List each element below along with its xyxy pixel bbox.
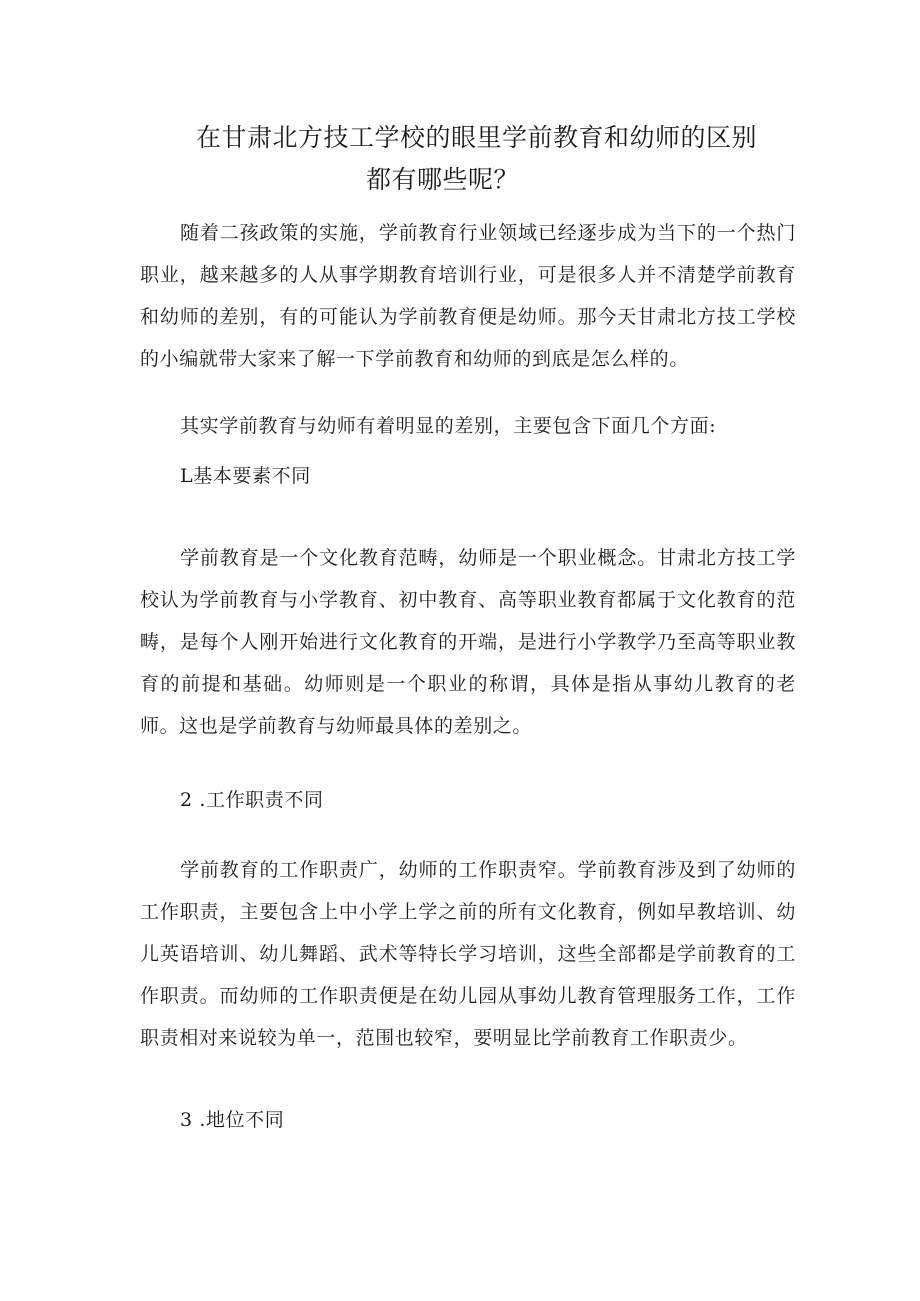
section-paragraph-basic-elements: 学前教育是一个文化教育范畴，幼师是一个职业概念。甘肃北方技工学校认为学前教育与小学教育、初中教育、高等职业教育都属于文化教育的范畴，是每个人刚开始进行文化教育的开端，是进行小学教学乃至高等职业教育的前提和基础。幼师则是一个职业的称谓，具体是指从事幼儿教育的老师。这也是学前教育与幼师最具体的差别之。 — [140, 547, 796, 737]
summary-paragraph: 其实学前教育与幼师有着明显的差别，主要包含下面几个方面: — [180, 415, 717, 437]
section-heading-status: 3 .地位不同 — [180, 1109, 285, 1131]
section-heading-job-duties: 2 .工作职责不同 — [180, 789, 324, 811]
intro-paragraph: 随着二孩政策的实施，学前教育行业领域已经逐步成为当下的一个热门职业，越来越多的人从事学期教育培训行业，可是很多人并不清楚学前教育和幼师的差别，有的可能认为学前教育便是幼师。那今天甘肃北方技工学校的小编就带大家来了解一下学前教育和幼师的到底是怎么样的。 — [140, 222, 796, 370]
document-title-line-2: 都有哪些呢？ — [366, 165, 520, 194]
section-heading-basic-elements: L基本要素不同 — [180, 465, 311, 487]
document-title-line-1: 在甘肃北方技工学校的眼里学前教育和幼师的区别 — [196, 123, 758, 152]
section-paragraph-job-duties: 学前教育的工作职责广，幼师的工作职责窄。学前教育涉及到了幼师的工作职责，主要包含上中小学上学之前的所有文化教育，例如早教培训、幼儿英语培训、幼儿舞蹈、武术等特长学习培训，这些全部都是学前教育的工作职责。而幼师的工作职责便是在幼儿园从事幼儿教育管理服务工作，工作职责相对来说较为单一，范围也较窄，要明显比学前教育工作职责少。 — [140, 859, 796, 1049]
